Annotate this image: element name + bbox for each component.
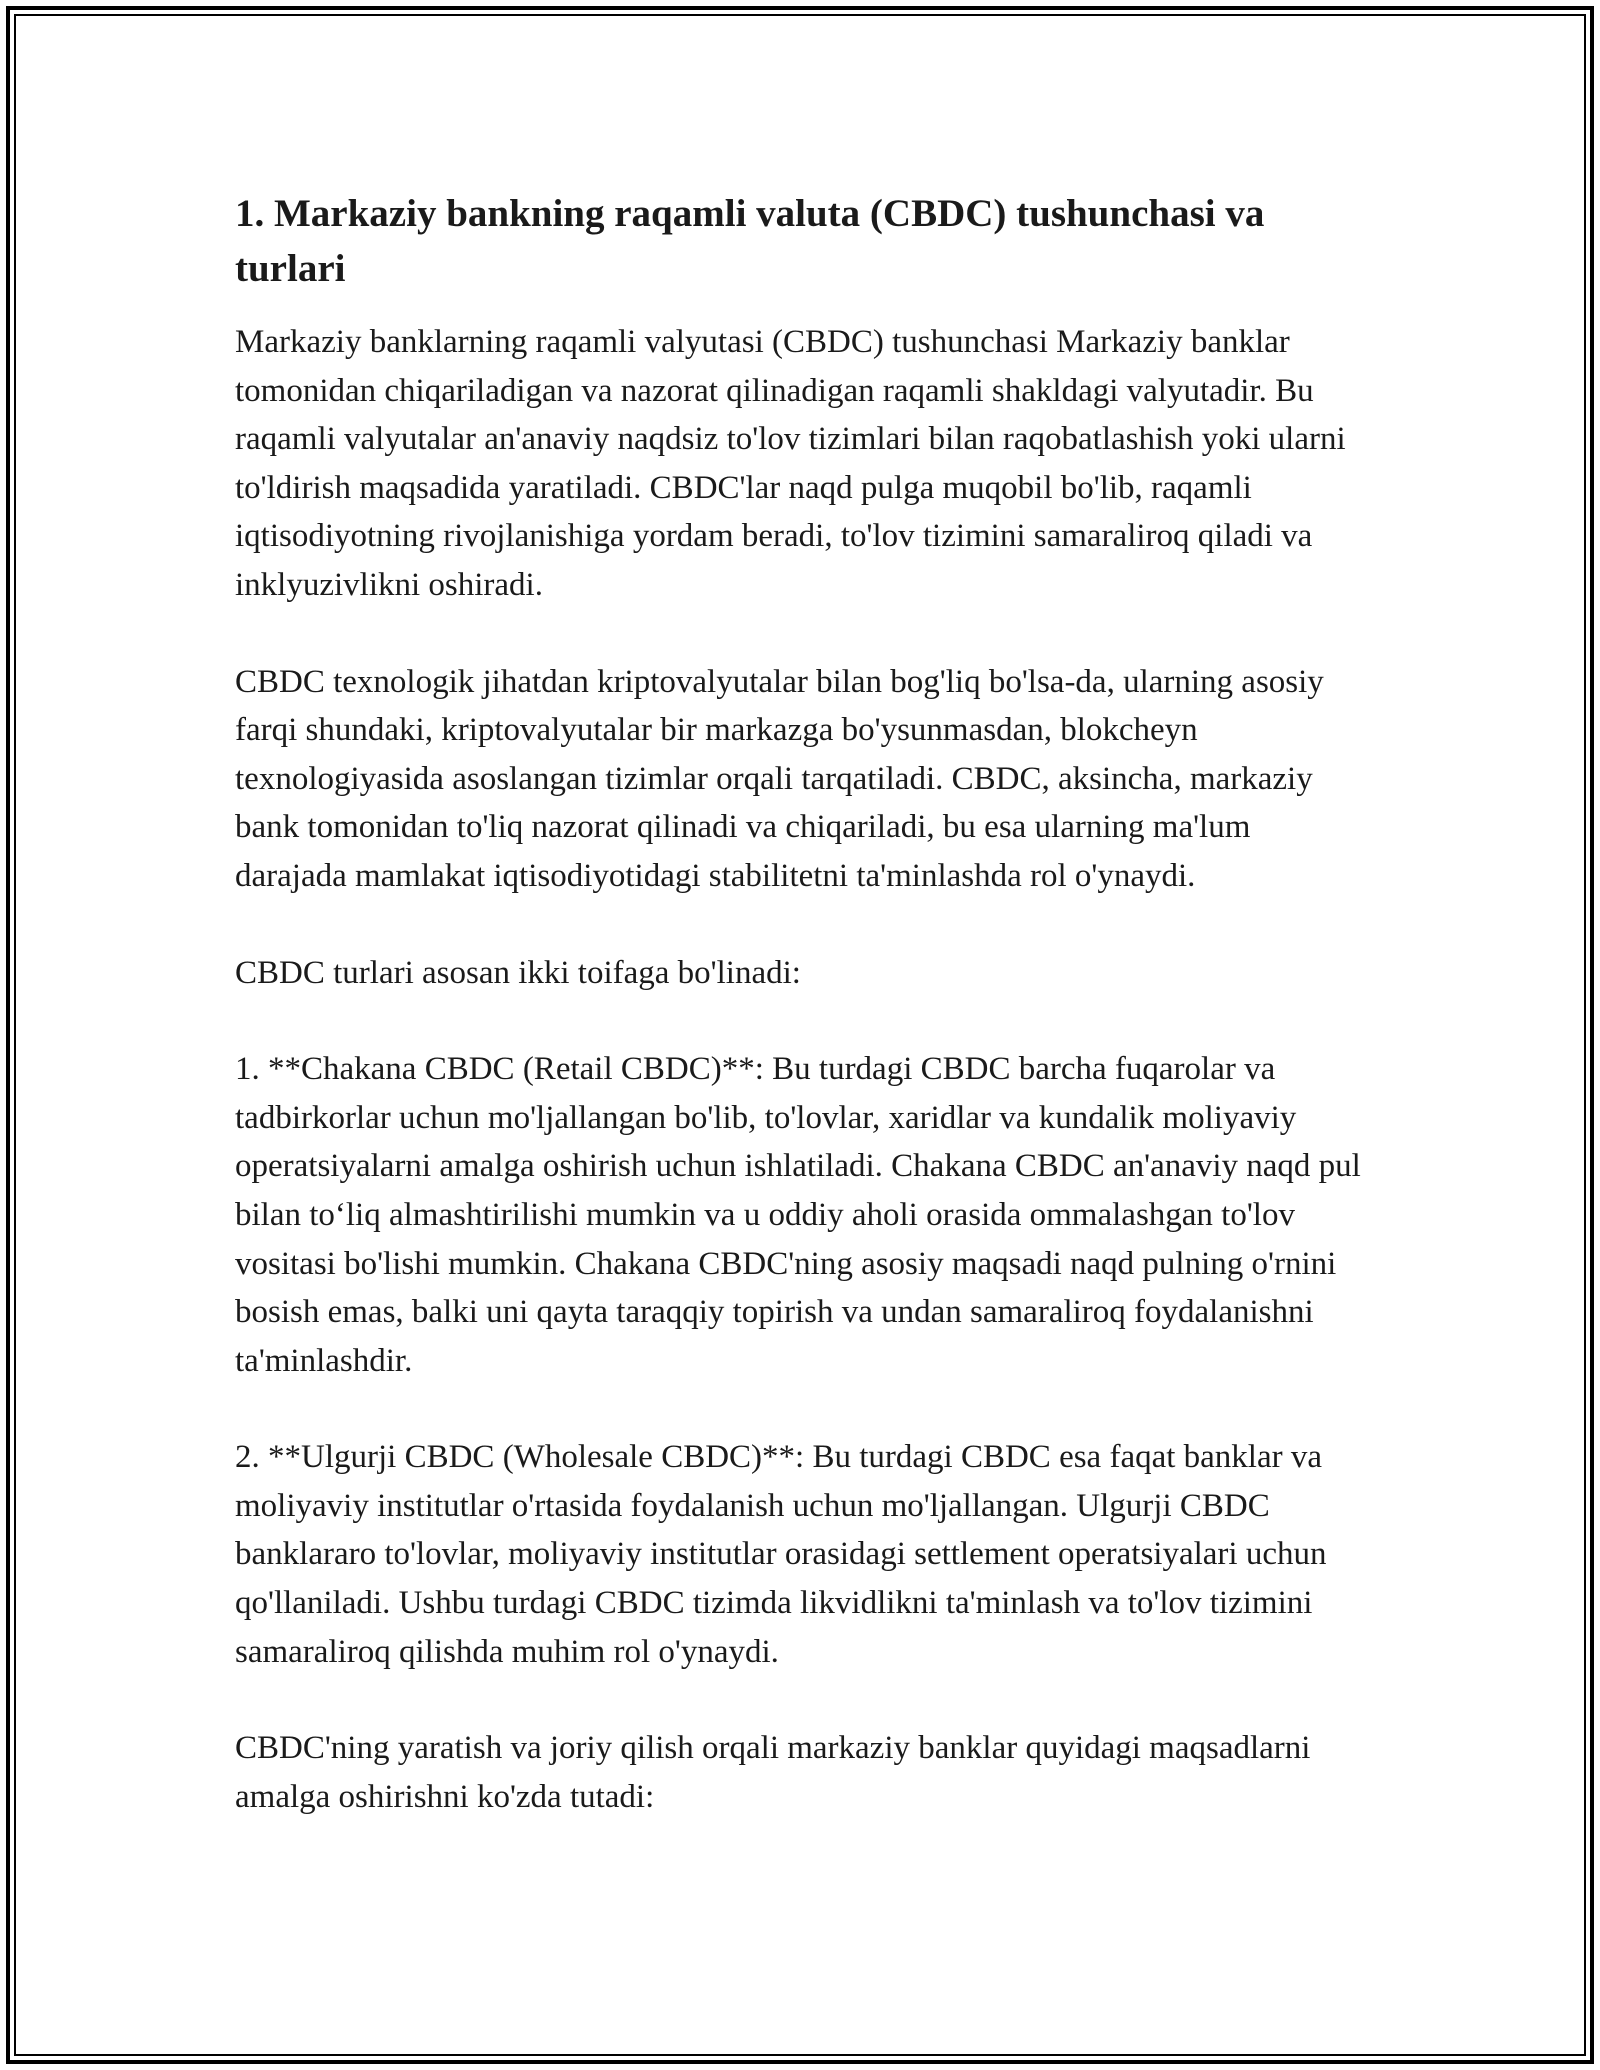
paragraph-cbdc-definition: Markaziy banklarning raqamli valyutasi (CBDC) tushunchasi Markaziy banklar tomonidan chiqariladigan va nazorat qilinadigan raqamli shakldagi valyutadir. Bu raqamli valyutalar an'anaviy naqdsiz to'lov tizimlari bilan raqobatlashish yoki ularni to'ldirish maqsadida yaratiladi. CBDC'lar naqd pulga muqobil bo'lib, raqamli iqtisodiyotning rivojlanishiga yordam beradi, to'lov tizimini samaraliroq qiladi va inklyuzivlikni oshiradi. xyxy=(235,324,1346,603)
section-heading: 1. Markaziy bankning raqamli valuta (CBDC) tushunchasi va turlari xyxy=(235,192,1265,290)
paragraph-retail-cbdc: 1. **Chakana CBDC (Retail CBDC)**: Bu turdagi CBDC barcha fuqarolar va tadbirkorlar uchun mo'ljallangan bo'lib, to'lovlar, xaridlar va kundalik moliyaviy operatsiyalarni amalga oshirish uchun ishlatiladi. Chakana CBDC an'anaviy naqd pul bilan to‘liq almashtirilishi mumkin va u oddiy aholi orasida ommalashgan to'lov vositasi bo'lishi mumkin. Chakana CBDC'ning asosiy maqsadi naqd pulning o'rnini bosish emas, balki uni qayta taraqqiy topirish va undan samaraliroq foydalanishni ta'minlashdir. xyxy=(235,1051,1361,1379)
document-body xyxy=(235,186,1370,1869)
paragraph-cbdc-types-intro: CBDC turlari asosan ikki toifaga bo'linadi: xyxy=(235,954,801,991)
paragraph-wholesale-cbdc: 2. **Ulgurji CBDC (Wholesale CBDC)**: Bu turdagi CBDC esa faqat banklar va moliyaviy institutlar o'rtasida foydalanish uchun mo'ljallangan. Ulgurji CBDC banklararo to'lovlar, moliyaviy institutlar orasidagi settlement operatsiyalari uchun qo'llaniladi. Ushbu turdagi CBDC tizimda likvidlikni ta'minlash va to'lov tizimini samaraliroq qilishda muhim rol o'ynaydi. xyxy=(235,1439,1327,1670)
paragraph-cbdc-goals-intro: CBDC'ning yaratish va joriy qilish orqali markaziy banklar quyidagi maqsadlarni amalga oshirishni ko'zda tutadi: xyxy=(235,1730,1311,1815)
paragraph-cbdc-vs-crypto: CBDC texnologik jihatdan kriptovalyutalar bilan bog'liq bo'lsa-da, ularning asosiy farqi shundaki, kriptovalyutalar bir markazga bo'ysunmasdan, blokcheyn texnologiyasida asoslangan tizimlar orqali tarqatiladi. CBDC, aksincha, markaziy bank tomonidan to'liq nazorat qilinadi va chiqariladi, bu esa ularning ma'lum darajada mamlakat iqtisodiyotidagi stabilitetni ta'minlashda rol o'ynaydi. xyxy=(235,663,1324,894)
